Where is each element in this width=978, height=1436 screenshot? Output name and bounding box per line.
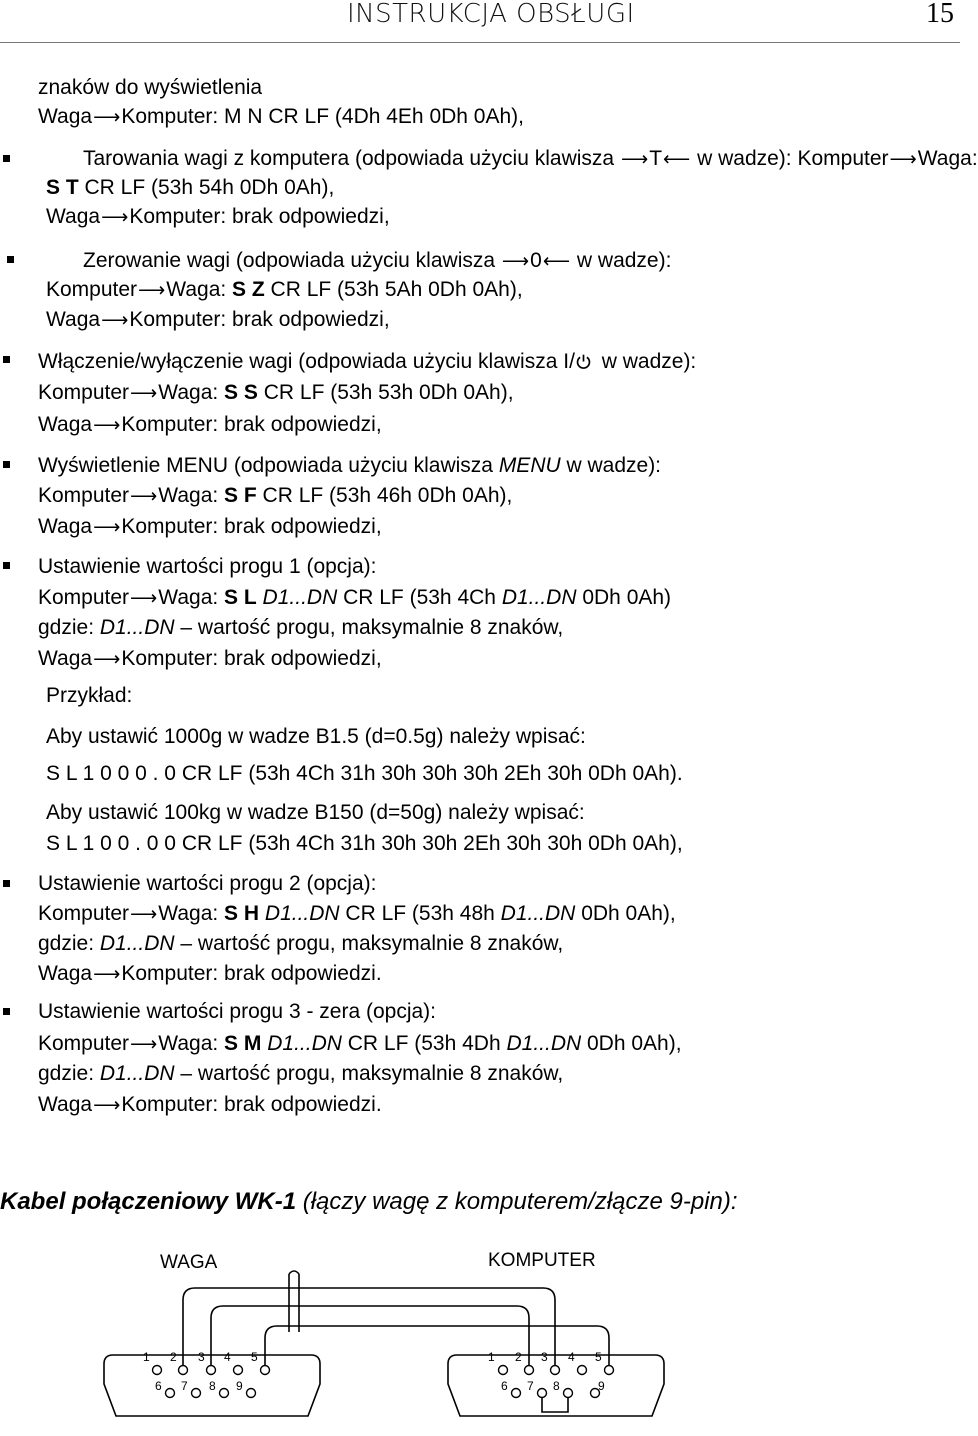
- menu-response: Waga⟶Komputer: brak odpowiedzi,: [38, 515, 382, 538]
- pin-hole: [153, 1366, 162, 1375]
- left-arrow-icon: ⟵: [663, 149, 691, 170]
- example-2-command: S L 1 0 0 . 0 0 CR LF (53h 4Ch 31h 30h 30h 2Eh 30h 30h 0Dh 0Ah),: [46, 832, 683, 855]
- thr2-response: Waga⟶Komputer: brak odpowiedzi.: [38, 962, 382, 985]
- right-arrow-icon: ⟶: [93, 415, 121, 436]
- pin-hole: [261, 1366, 270, 1375]
- right-arrow-icon: ⟶: [130, 383, 158, 404]
- thr2-where: gdzie: D1...DN – wartość progu, maksymalnie 8 znaków,: [38, 932, 564, 955]
- tare-command: S T CR LF (53h 54h 0Dh 0Ah),: [46, 176, 335, 199]
- pin-number: 2: [515, 1350, 522, 1364]
- pin-hole: [499, 1366, 508, 1375]
- onoff-response: Waga⟶Komputer: brak odpowiedzi,: [38, 413, 382, 436]
- pin-number: 7: [527, 1379, 534, 1393]
- thr2-command: Komputer⟶Waga: S H D1...DN CR LF (53h 48h D1...DN 0Dh 0Ah),: [38, 902, 676, 925]
- menu-line: Wyświetlenie MENU (odpowiada użyciu klawisza MENU w wadze):: [38, 454, 662, 477]
- example-2: Aby ustawić 100kg w wadze B150 (d=50g) należy wpisać:: [46, 801, 585, 824]
- pin-number: 2: [170, 1350, 177, 1364]
- pin-hole: [538, 1389, 547, 1398]
- right-arrow-icon: ⟶: [130, 588, 158, 609]
- example-1-command: S L 1 0 0 0 . 0 CR LF (53h 4Ch 31h 30h 30h 30h 2Eh 30h 0Dh 0Ah).: [46, 762, 683, 785]
- pin-hole: [192, 1389, 201, 1398]
- right-arrow-icon: ⟶: [101, 207, 129, 228]
- thr1-command: Komputer⟶Waga: S L D1...DN CR LF (53h 4Ch D1...DN 0Dh 0Ah): [38, 586, 672, 609]
- example-1: Aby ustawić 1000g w wadze B1.5 (d=0.5g) należy wpisać:: [46, 725, 586, 748]
- page-number: 15: [926, 0, 954, 29]
- thr3-response: Waga⟶Komputer: brak odpowiedzi.: [38, 1093, 382, 1116]
- header-divider: [0, 42, 960, 43]
- onoff-line: Włączenie/wyłączenie wagi (odpowiada użyciu klawisza I/ w wadze):: [38, 350, 697, 373]
- pin-number: 1: [143, 1350, 150, 1364]
- thr1-line: Ustawienie wartości progu 1 (opcja):: [38, 555, 377, 578]
- pin-number: 3: [198, 1350, 205, 1364]
- square-bullet-icon: [7, 256, 14, 263]
- page-header: [0, 0, 960, 44]
- waga-label: WAGA: [160, 1252, 218, 1273]
- thr2-line: Ustawienie wartości progu 2 (opcja):: [38, 872, 377, 895]
- pin-hole: [220, 1389, 229, 1398]
- right-arrow-icon: ⟶: [889, 149, 917, 170]
- pin-number: 8: [209, 1379, 216, 1393]
- text-line: znaków do wyświetlenia: [38, 76, 263, 99]
- pin-number: 8: [553, 1379, 560, 1393]
- pin-number: 1: [488, 1350, 495, 1364]
- komputer-label: KOMPUTER: [488, 1250, 596, 1271]
- right-arrow-icon: ⟶: [130, 1034, 158, 1055]
- menu-command: Komputer⟶Waga: S F CR LF (53h 46h 0Dh 0Ah),: [38, 484, 513, 507]
- pin-hole: [247, 1389, 256, 1398]
- square-bullet-icon: [3, 356, 10, 363]
- right-arrow-icon: ⟶: [93, 649, 121, 670]
- pin-number: 4: [224, 1350, 231, 1364]
- right-arrow-icon: ⟶: [101, 310, 129, 331]
- zero-line: Zerowanie wagi (odpowiada użyciu klawisza ⟶0⟵ w wadze):: [83, 249, 672, 272]
- right-arrow-icon: ⟶: [93, 1095, 121, 1116]
- pin-number: 5: [595, 1350, 602, 1364]
- thr3-command: Komputer⟶Waga: S M D1...DN CR LF (53h 4Dh D1...DN 0Dh 0Ah),: [38, 1032, 682, 1055]
- right-arrow-icon: ⟶: [93, 517, 121, 538]
- right-arrow-icon: ⟶: [138, 280, 166, 301]
- right-arrow-icon: ⟶: [93, 107, 121, 128]
- thr1-response: Waga⟶Komputer: brak odpowiedzi,: [38, 647, 382, 670]
- wiring-diagram: [0, 1240, 960, 1430]
- pin-hole: [207, 1366, 216, 1375]
- pin-number: 9: [598, 1379, 605, 1393]
- pin-hole: [512, 1389, 521, 1398]
- onoff-command: Komputer⟶Waga: S S CR LF (53h 53h 0Dh 0Ah),: [38, 381, 514, 404]
- thr3-line: Ustawienie wartości progu 3 - zera (opcja):: [38, 1000, 436, 1023]
- pin-number: 6: [501, 1379, 508, 1393]
- text-line: Waga⟶Komputer: M N CR LF (4Dh 4Eh 0Dh 0Ah),: [38, 105, 524, 128]
- tare-line: Tarowania wagi z komputera (odpowiada użyciu klawisza ⟶T⟵ w wadze): Komputer⟶Waga:: [83, 147, 978, 170]
- pin-hole: [179, 1366, 188, 1375]
- square-bullet-icon: [3, 461, 10, 468]
- right-arrow-icon: ⟶: [620, 149, 649, 170]
- right-arrow-icon: ⟶: [130, 486, 158, 507]
- cable-caption: Kabel połączeniowy WK-1 (łączy wagę z komputerem/złącze 9-pin):: [0, 1188, 738, 1215]
- square-bullet-icon: [3, 880, 10, 887]
- right-arrow-icon: ⟶: [501, 251, 530, 272]
- pin-hole: [605, 1366, 614, 1375]
- pin-hole: [578, 1366, 587, 1375]
- pin-number: 5: [251, 1350, 258, 1364]
- right-arrow-icon: ⟶: [93, 964, 121, 985]
- power-symbol-icon: [575, 353, 592, 370]
- tare-response: Waga⟶Komputer: brak odpowiedzi,: [46, 205, 390, 228]
- zero-response: Waga⟶Komputer: brak odpowiedzi,: [46, 308, 390, 331]
- pin-number: 3: [541, 1350, 548, 1364]
- pin-hole: [551, 1366, 560, 1375]
- square-bullet-icon: [3, 1008, 10, 1015]
- pin-hole: [564, 1389, 573, 1398]
- pin-hole: [166, 1389, 175, 1398]
- pin-number: 7: [181, 1379, 188, 1393]
- header-title: INSTRUKCJA OBSŁUGI: [347, 0, 635, 29]
- pin-number: 9: [236, 1379, 243, 1393]
- pin-hole: [525, 1366, 534, 1375]
- right-arrow-icon: ⟶: [130, 904, 158, 925]
- pin-number: 4: [568, 1350, 575, 1364]
- square-bullet-icon: [3, 155, 10, 162]
- thr1-where: gdzie: D1...DN – wartość progu, maksymalnie 8 znaków,: [38, 616, 564, 639]
- square-bullet-icon: [3, 562, 10, 569]
- zero-command: Komputer⟶Waga: S Z CR LF (53h 5Ah 0Dh 0Ah),: [46, 278, 523, 301]
- thr3-where: gdzie: D1...DN – wartość progu, maksymalnie 8 znaków,: [38, 1062, 564, 1085]
- left-arrow-icon: ⟵: [542, 251, 571, 272]
- pin-number: 6: [155, 1379, 162, 1393]
- pin-hole: [234, 1366, 243, 1375]
- example-title: Przykład:: [46, 684, 133, 707]
